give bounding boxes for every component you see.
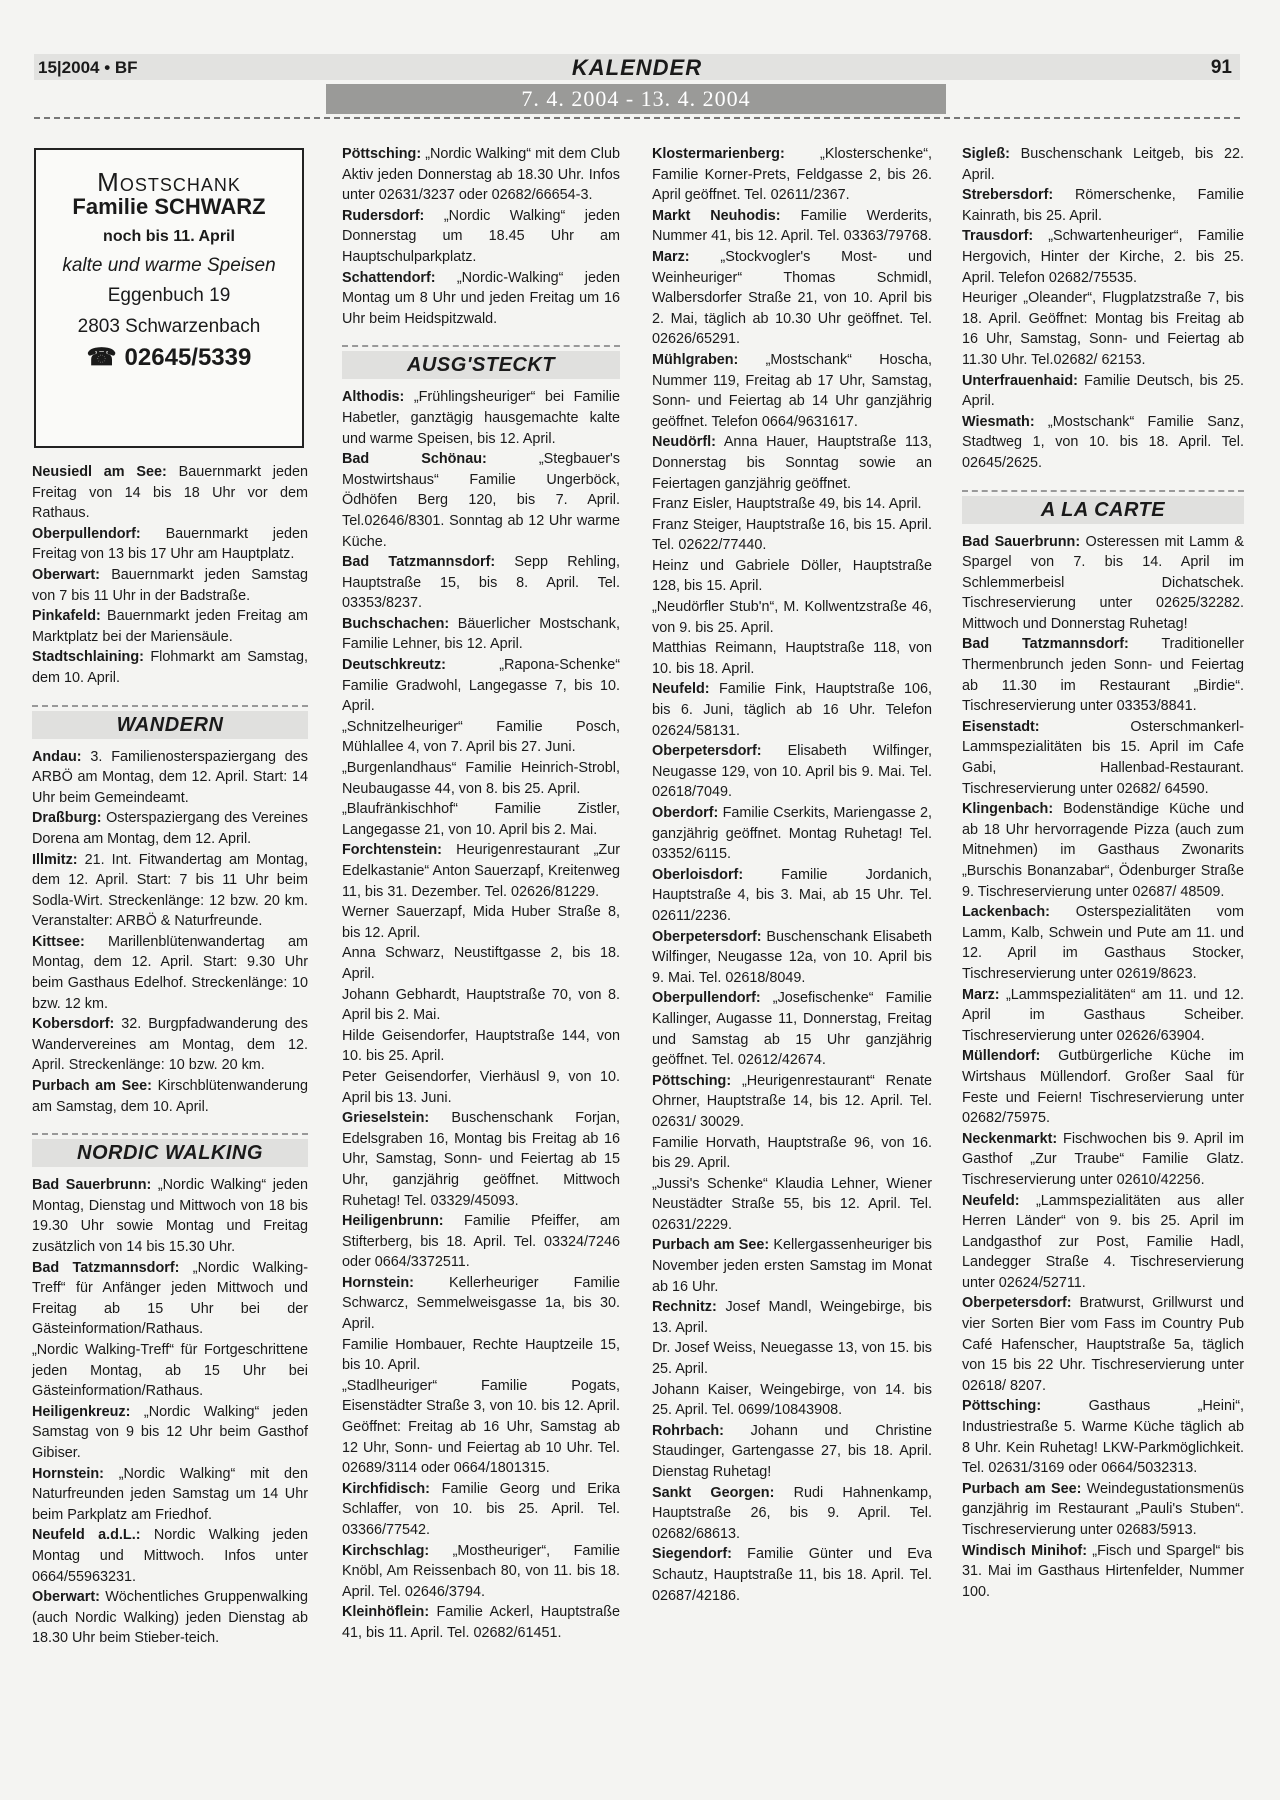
- entry-place: Kittsee:: [32, 933, 85, 950]
- entry-text: Bauernmarkt jeden Samstag von 7 bis 11 Uhr in der Badstraße.: [32, 566, 308, 604]
- calendar-entry: [342, 1026, 620, 1067]
- entry-place: Neufeld:: [962, 1192, 1020, 1209]
- calendar-entry: [342, 268, 620, 330]
- entry-text: Bratwurst, Grillwurst und vier Sorten Bier vom Fass im Country Pub Café Hafenscher, Hauptstraße 5a, täglich von 15 bis 22 Uhr. Tischreservierung unter 02618/ 8207.: [962, 1295, 1244, 1394]
- entry-text: Familie Fink, Hauptstraße 106, bis 6. Juni, täglich ab 16 Uhr. Telefon 02624/58131.: [652, 681, 932, 739]
- calendar-entry: [32, 1402, 308, 1464]
- entry-place: Grieselstein:: [342, 1110, 430, 1127]
- entry-text: Familie Jordanich, Hauptstraße 4, bis 3. Mai, ab 15 Uhr. Tel. 02611/2236.: [652, 866, 932, 924]
- calendar-entry: [652, 679, 932, 741]
- entry-text: „Stegbauer's Mostwirtshaus“ Familie Ungerböck, Ödhöfen Berg 120, bis 7. April. Tel.02646/8301. Sonntag ab 12 Uhr warme Küche.: [342, 451, 620, 550]
- entry-place: Wiesmath:: [962, 413, 1035, 430]
- calendar-entry: [962, 1293, 1244, 1396]
- ad-line-1: Mostschank: [97, 167, 241, 197]
- entry-text: „Rapona-Schenke“ Familie Gradwohl, Langegasse 7, bis 10. April.: [342, 657, 620, 715]
- calendar-entry: [342, 799, 620, 840]
- entry-place: Oberwart:: [32, 566, 100, 583]
- entry-text: Franz Eisler, Hauptstraße 49, bis 14. April.: [652, 496, 922, 513]
- entry-text: Dr. Josef Weiss, Neuegasse 13, von 15. bis 25. April.: [652, 1340, 932, 1378]
- calendar-entry: [652, 494, 932, 515]
- calendar-entry: [32, 1076, 308, 1117]
- entry-text: Gasthaus „Heini“, Industriestraße 5. Warme Küche täglich ab 8 Uhr. Kein Ruhetag! LKW-Parkmöglichkeit. Tel. 02631/3169 oder 0664/5032313.: [962, 1398, 1244, 1477]
- date-range: 7. 4. 2004 - 13. 4. 2004: [326, 84, 946, 114]
- markets-list: [32, 462, 308, 689]
- entry-place: Andau:: [32, 748, 82, 765]
- entry-text: Elisabeth Wilfinger, Neugasse 129, von 10. April bis 9. Mai. Tel. 02618/7049.: [652, 743, 932, 801]
- entry-place: Purbach am See:: [652, 1237, 770, 1254]
- calendar-entry: [32, 524, 308, 565]
- advert-box: [34, 148, 304, 448]
- telephone-icon: ☎: [86, 343, 117, 371]
- entry-text: „Nordic Walking“ mit den Naturfreunden jeden Samstag um 14 Uhr beim Parkplatz am Friedhof.: [32, 1465, 308, 1523]
- entry-place: Pinkafeld:: [32, 608, 101, 625]
- entry-text: Osterspaziergang des Vereines Dorena am Montag, dem 12. April.: [32, 810, 308, 847]
- calendar-entry: [342, 1541, 620, 1603]
- entry-text: Anna Hauer, Hauptstraße 113, Donnerstag bis Sonntag sowie an Feiertagen ganzjährig geöffnet.: [652, 434, 932, 492]
- entry-text: „Lammspezialitäten“ am 11. und 12. April im Gasthaus Scheiber. Tischreservierung unter 02626/63904.: [962, 986, 1244, 1044]
- entry-place: Bad Tatzmannsdorf:: [342, 554, 496, 571]
- entry-place: Eisenstadt:: [962, 718, 1040, 735]
- calendar-entry: [652, 597, 932, 638]
- entry-text: „Mostheuriger“, Familie Knöbl, Am Reissenbach 80, von 11. bis 18. April. Tel. 02646/3794.: [342, 1542, 620, 1600]
- calendar-entry: [32, 647, 308, 688]
- ad-line-4: kalte und warme Speisen: [62, 254, 276, 276]
- entry-place: Marz:: [962, 986, 1000, 1003]
- entry-text: „Nordic Walking“ jeden Donnerstag um 18.45 Uhr am Hauptschulparkplatz.: [342, 207, 620, 265]
- entry-text: 21. Int. Fitwandertag am Montag, dem 12. April. Start: 7 bis 11 Uhr beim Sodla-Wirt. Streckenlänge: 12 bzw. 20 km. Veranstalter: ARBÖ & Naturfreunde.: [32, 851, 308, 930]
- entry-place: Pöttsching:: [652, 1072, 732, 1089]
- entry-text: Buschenschank Forjan, Edelsgraben 16, Montag bis Freitag ab 16 Uhr, Samstag, Sonn- und Feiertag ab 15 Uhr, ganzjährig geöffnet. Mittwoch Ruhetag! Tel. 03329/45093.: [342, 1110, 620, 1209]
- entry-place: Klingenbach:: [962, 801, 1054, 818]
- entry-place: Klostermarienberg:: [652, 146, 785, 162]
- calendar-entry: [342, 840, 620, 902]
- entry-place: Stadtschlaining:: [32, 649, 144, 666]
- entry-text: Johann Gebhardt, Hauptstraße 70, von 8. April bis 2. Mai.: [342, 986, 620, 1024]
- entry-place: Sankt Georgen:: [652, 1484, 775, 1501]
- entry-place: Althodis:: [342, 389, 405, 406]
- calendar-entry: [32, 932, 308, 1014]
- entry-text: Familie Günter und Eva Schautz, Hauptstraße 11, bis 18. April. Tel. 02687/42186.: [652, 1546, 932, 1604]
- calendar-entry: [342, 902, 620, 943]
- entry-place: Kleinhöflein:: [342, 1604, 430, 1621]
- entry-text: Familie Deutsch, bis 25. April.: [962, 372, 1244, 410]
- calendar-entry: [962, 371, 1244, 412]
- entry-text: Peter Geisendorfer, Vierhäusl 9, von 10. April bis 13. Juni.: [342, 1068, 620, 1106]
- entry-place: Unterfrauenhaid:: [962, 372, 1078, 389]
- entry-text: Johann und Christine Staudinger, Gartengasse 27, bis 18. April. Dienstag Ruhetag!: [652, 1422, 932, 1480]
- entry-text: Kirschblütenwanderung am Samstag, dem 10. April.: [32, 1078, 308, 1115]
- entry-place: Bad Sauerbrunn:: [32, 1177, 152, 1194]
- entry-place: Pöttsching:: [342, 146, 422, 162]
- calendar-entry: [962, 902, 1244, 984]
- calendar-entry: [342, 1211, 620, 1273]
- calendar-entry: [652, 350, 932, 432]
- entry-place: Marz:: [652, 248, 690, 265]
- calendar-entry: [652, 556, 932, 597]
- entry-text: Matthias Reimann, Hauptstraße 118, von 10. bis 18. April.: [652, 640, 932, 677]
- entry-text: Osteressen mit Lamm & Spargel von 7. bis 14. April im Schlemmerbeisl Dichatschek. Tischreservierung unter 02625/32282. Mittwoch und Donnerstag Ruhetag!: [962, 533, 1245, 632]
- nordic-continued-list: [342, 144, 620, 329]
- calendar-entry: [32, 462, 308, 524]
- entry-place: Oberloisdorf:: [652, 866, 744, 883]
- calendar-entry: [342, 1335, 620, 1376]
- entry-text: 32. Burgpfadwanderung des Wandervereines am Montag, dem 12. April. Streckenlänge: 10 bzw. 20 km.: [32, 1016, 308, 1074]
- entry-text: Familie Horvath, Hauptstraße 96, von 16. bis 29. April.: [652, 1134, 932, 1172]
- entry-text: Heuriger „Oleander“, Flugplatzstraße 7, bis 18. April. Geöffnet: Montag bis Freitag ab 16 Uhr, Samstag, Sonn- und Feiertag ab 11.30 Uhr. Tel.02682/ 62153.: [962, 290, 1244, 368]
- calendar-entry: [652, 1297, 932, 1338]
- section-title-ausgsteckt: AUSG'STECKT: [342, 351, 620, 379]
- calendar-entry: [652, 803, 932, 865]
- entry-text: „Nordic Walking-Treff“ für Anfänger jeden Mittwoch und Freitag ab 15 Uhr bei der Gästeinformation/Rathaus.: [32, 1259, 308, 1338]
- entry-text: Nordic Walking jeden Montag und Mittwoch. Infos unter 0664/55963231.: [32, 1527, 309, 1585]
- calendar-entry: [652, 927, 932, 989]
- calendar-entry: [652, 1133, 932, 1174]
- entry-text: Familie Ackerl, Hauptstraße 41, bis 11. April. Tel. 02682/61451.: [342, 1604, 620, 1641]
- section-ausgsteckt: [342, 345, 620, 379]
- calendar-entry: [962, 1541, 1244, 1603]
- ad-line-2: Familie SCHWARZ: [72, 193, 266, 219]
- entry-text: Sepp Rehling, Hauptstraße 15, bis 8. April. Tel. 03353/8237.: [342, 554, 621, 612]
- entry-place: Neusiedl am See:: [32, 464, 167, 480]
- calendar-entry: [342, 1479, 620, 1541]
- calendar-entry: [342, 144, 620, 206]
- calendar-entry: [652, 865, 932, 927]
- calendar-entry: [962, 799, 1244, 902]
- entry-text: „Schwartenheuriger“, Familie Hergovich, Hinter der Kirche, 2. bis 25. April. Telefon 02682/75535.: [962, 228, 1244, 286]
- entry-place: Oberpetersdorf:: [652, 928, 762, 945]
- entry-text: Kellergassenheuriger bis November jeden ersten Samstag im Monat ab 16 Uhr.: [652, 1237, 932, 1295]
- page-title: KALENDER: [571, 55, 703, 80]
- entry-text: „Mostschank“ Hoscha, Nummer 119, Freitag ab 17 Uhr, Samstag, Sonn- und Feiertag ab 14 Uhr ganzjährig geöffnet. Telefon 0664/9631617.: [652, 351, 932, 430]
- entry-place: Schattendorf:: [342, 269, 436, 286]
- calendar-entry: [32, 606, 308, 647]
- entry-text: Bauernmarkt jeden Freitag von 14 bis 18 Uhr vor dem Rathaus.: [32, 464, 308, 522]
- entry-text: Familie Cserkits, Mariengasse 2, ganzjährig geöffnet. Montag Ruhetag! Tel. 03352/6115.: [652, 805, 932, 863]
- entry-place: Draßburg:: [32, 810, 102, 827]
- entry-place: Purbach am See:: [962, 1480, 1082, 1497]
- entry-place: Oberpetersdorf:: [652, 743, 762, 760]
- ausgsteckt-end-list: [962, 144, 1244, 474]
- entry-place: Heiligenbrunn:: [342, 1213, 444, 1230]
- calendar-entry: [652, 432, 932, 494]
- entry-text: Familie Werderits, Nummer 41, bis 12. April. Tel. 03363/79768.: [652, 207, 932, 245]
- entry-place: Heiligenkreuz:: [32, 1403, 131, 1420]
- entry-text: Heinz und Gabriele Döller, Hauptstraße 128, bis 15. April.: [652, 557, 932, 595]
- calendar-entry: [962, 532, 1244, 635]
- calendar-entry: [652, 515, 932, 556]
- section-alacarte: [962, 490, 1244, 524]
- section-rule: [962, 490, 1244, 492]
- entry-place: Strebersdorf:: [962, 187, 1054, 204]
- column-1: [32, 142, 308, 1649]
- calendar-entry: [962, 288, 1244, 370]
- calendar-entry: [342, 943, 620, 984]
- section-title-nordic: NORDIC WALKING: [32, 1139, 308, 1167]
- entry-text: „Stadlheuriger“ Familie Pogats, Eisenstädter Straße 3, von 10. bis 12. April. Geöffnet: Freitag ab 16 Uhr, Samstag ab 12 Uhr, Sonn- und Feiertag ab 10 Uhr. Tel. 02689/3114 oder 0664/1801315.: [342, 1377, 620, 1477]
- calendar-entry: [342, 449, 620, 552]
- column-2: [342, 144, 620, 1644]
- calendar-entry: [342, 985, 620, 1026]
- entry-text: „Lammspezialitäten aus aller Herren Länder“ von 9. bis 25. April im Landgasthof zur Post, Familie Hadl, Landegger Straße 4. Tischreservierung unter 02624/52711.: [962, 1192, 1244, 1291]
- entry-text: Fischwochen bis 9. April im Gasthof „Zur Traube“ Familie Glatz. Tischreservierung unter 02610/42256.: [962, 1130, 1244, 1188]
- calendar-entry: [342, 655, 620, 717]
- entry-text: Traditioneller Thermenbrunch jeden Sonn- und Feiertag ab 11.30 im Restaurant „Birdie“. Tischreservierung unter 03353/8841.: [962, 636, 1244, 715]
- entry-text: „Fisch und Spargel“ bis 31. Mai im Gasthaus Hirtenfelder, Nummer 100.: [962, 1542, 1244, 1600]
- calendar-entry: [342, 717, 620, 758]
- calendar-entry: [652, 1544, 932, 1606]
- calendar-entry: [342, 1108, 620, 1211]
- entry-text: „Schnitzelheuriger“ Familie Posch, Mühlallee 4, von 7. April bis 27. Juni.: [342, 718, 620, 756]
- wandern-list: [32, 747, 308, 1118]
- entry-place: Oberpetersdorf:: [962, 1295, 1072, 1312]
- calendar-entry: [32, 1525, 308, 1587]
- calendar-entry: [962, 412, 1244, 474]
- ad-phone-number: 02645/5339: [124, 343, 252, 371]
- entry-place: Rechnitz:: [652, 1299, 717, 1316]
- calendar-entry: [342, 1067, 620, 1108]
- entry-place: Kobersdorf:: [32, 1016, 115, 1033]
- entry-place: Oberwart:: [32, 1589, 100, 1606]
- entry-place: Buchschachen:: [342, 615, 450, 632]
- calendar-entry: [962, 634, 1244, 716]
- entry-text: Römerschenke, Familie Kainrath, bis 25. April.: [962, 187, 1244, 224]
- entry-text: „Neudörfler Stub'n“, M. Kollwentzstraße 46, von 9. bis 25. April.: [652, 599, 932, 636]
- entry-place: Forchtenstein:: [342, 842, 442, 859]
- calendar-entry: [342, 387, 620, 449]
- calendar-entry: [342, 206, 620, 268]
- entry-place: Bad Sauerbrunn:: [962, 533, 1081, 550]
- entry-text: Kellerheuriger Familie Schwarcz, Semmelweisgasse 1a, bis 30. April.: [342, 1274, 620, 1333]
- entry-text: Bauernmarkt jeden Freitag am Marktplatz bei der Mariensäule.: [32, 608, 308, 645]
- calendar-entry: [32, 1340, 308, 1402]
- entry-text: Rudi Hahnenkamp, Hauptstraße 26, bis 9. April. Tel. 02682/68613.: [652, 1484, 932, 1542]
- section-rule: [342, 345, 620, 347]
- ad-line-5: Eggenbuch 19: [107, 285, 231, 307]
- calendar-entry: [962, 1396, 1244, 1478]
- entry-place: Kirchfidisch:: [342, 1480, 430, 1497]
- entry-place: Illmitz:: [32, 851, 78, 868]
- section-title-alacarte: A LA CARTE: [962, 496, 1244, 524]
- entry-text: Familie Georg und Erika Schlaffer, von 10. bis 25. April. Tel. 03366/77542.: [342, 1480, 620, 1538]
- entry-place: Lackenbach:: [962, 904, 1050, 921]
- entry-text: „Klosterschenke“, Familie Korner-Prets, Feldgasse 2, bis 26. April geöffnet. Tel. 02611/2367.: [652, 146, 932, 204]
- calendar-entry: [32, 1587, 308, 1649]
- entry-text: Osterspezialitäten vom Lamm, Kalb, Schwein und Pute am 11. und 12. April im Gasthaus Stocker, Tischreservierung unter 02619/8623.: [962, 904, 1244, 982]
- entry-text: Marillenblütenwandertag am Montag, dem 12. April. Start: 9.30 Uhr beim Gasthaus Edelhof. Streckenlänge: 10 bzw. 12 km.: [32, 933, 308, 1012]
- entry-text: Gutbürgerliche Küche im Wirtshaus Müllendorf. Großer Saal für Feste und Feiern! Tischreservierung unter 02682/75975.: [962, 1048, 1244, 1127]
- calendar-entry: [32, 1464, 308, 1526]
- entry-place: Mühlgraben:: [652, 351, 739, 368]
- entry-place: Markt Neuhodis:: [652, 207, 781, 224]
- calendar-entry: [32, 565, 308, 606]
- entry-text: Werner Sauerzapf, Mida Huber Straße 8, bis 12. April.: [342, 904, 620, 941]
- entry-text: Bauernmarkt jeden Freitag von 13 bis 17 Uhr am Hauptplatz.: [32, 525, 308, 563]
- entry-text: „Nordic Walking“ jeden Samstag von 9 bis 12 Uhr beim Gasthof Gibiser.: [32, 1403, 308, 1461]
- entry-text: Buschenschank Elisabeth Wilfinger, Neugasse 12a, von 10. April bis 9. Mai. Tel. 02618/8049.: [652, 928, 932, 986]
- entry-text: „Burgenlandhaus“ Familie Heinrich-Strobl, Neubaugasse 44, von 8. bis 25. April.: [342, 760, 620, 797]
- entry-place: Siegendorf:: [652, 1546, 732, 1563]
- entry-place: Bad Tatzmannsdorf:: [962, 636, 1129, 653]
- entry-place: Purbach am See:: [32, 1078, 152, 1095]
- calendar-entry: [32, 1175, 308, 1257]
- entry-text: Josef Mandl, Weingebirge, bis 13. April.: [652, 1299, 932, 1336]
- entry-place: Bad Schönau:: [342, 451, 487, 468]
- entry-text: „Blaufränkischhof“ Familie Zistler, Langegasse 21, von 10. April bis 2. Mai.: [342, 801, 620, 838]
- ad-phone: [36, 343, 302, 371]
- entry-text: Wöchentliches Gruppenwalking (auch Nordic Walking) jeden Dienstag ab 18.30 Uhr beim Stieber-teich.: [32, 1589, 308, 1647]
- entry-text: „Nordic Walking-Treff“ für Fortgeschrittene jeden Montag, ab 15 Uhr bei Gästeinformation/Rathaus.: [32, 1341, 308, 1400]
- page-header: [34, 54, 1240, 80]
- section-rule: [32, 705, 308, 707]
- section-title-wandern: WANDERN: [32, 711, 308, 739]
- entry-text: „Frühlingsheuriger“ bei Familie Habetler, ganztägig hausgemachte kalte und warme Speisen, bis 12. April.: [342, 389, 620, 447]
- entry-text: Flohmarkt am Samstag, dem 10. April.: [32, 649, 308, 686]
- calendar-entry: [342, 758, 620, 799]
- nordic-list: [32, 1175, 308, 1649]
- entry-text: „Stockvogler's Most- und Weinheuriger“ Thomas Schmidl, Walbersdorfer Straße 21, von 10. April bis 2. Mai, täglich ab 10.30 Uhr geöffnet. Tel. 02626/65291.: [652, 248, 932, 348]
- calendar-entry: [32, 808, 308, 849]
- calendar-entry: [342, 552, 620, 614]
- entry-text: Bäuerlicher Mostschank, Familie Lehner, bis 12. April.: [342, 615, 620, 653]
- entry-place: Neufeld a.d.L.:: [32, 1527, 141, 1544]
- entry-place: Bad Tatzmannsdorf:: [32, 1259, 180, 1276]
- entry-text: Familie Hombauer, Rechte Hauptzeile 15, bis 10. April.: [342, 1336, 620, 1374]
- calendar-entry: [652, 1174, 932, 1236]
- entry-text: „Josefischenke“ Familie Kallinger, Augasse 11, Donnerstag, Freitag und Samstag ab 15 Uhr ganzjährig geöffnet. Tel. 02612/42674.: [652, 990, 932, 1069]
- entry-text: 3. Familienosterspaziergang des ARBÖ am Montag, dem 12. April. Start: 14 Uhr beim Gemeindeamt.: [32, 748, 308, 806]
- ad-line-3: noch bis 11. April: [103, 228, 235, 246]
- entry-text: „Heurigenrestaurant“ Renate Ohrner, Hauptstraße 14, bis 12. April. Tel. 02631/ 30029.: [652, 1072, 932, 1130]
- entry-text: „Nordic-Walking“ jeden Montag um 8 Uhr und jeden Freitag um 16 Uhr beim Heidspitzwald.: [342, 269, 620, 327]
- entry-text: Franz Steiger, Hauptstraße 16, bis 15. April. Tel. 02622/77440.: [652, 516, 932, 554]
- entry-place: Hornstein:: [32, 1465, 104, 1482]
- entry-text: „Mostschank“ Familie Sanz, Stadtweg 1, von 10. bis 18. April. Tel. 02645/2625.: [962, 413, 1244, 471]
- calendar-entry: [652, 638, 932, 679]
- entry-text: Johann Kaiser, Weingebirge, von 14. bis 25. April. Tel. 0699/10843908.: [652, 1381, 932, 1419]
- section-nordic: [32, 1133, 308, 1167]
- entry-place: Oberdorf:: [652, 805, 719, 821]
- header-divider: [34, 117, 1240, 119]
- entry-text: Weindegustationsmenüs ganzjährig im Restaurant „Pauli's Stuben“. Tischreservierung unter 02683/5913.: [962, 1480, 1244, 1538]
- calendar-entry: [342, 1602, 620, 1643]
- calendar-entry: [32, 1014, 308, 1076]
- calendar-entry: [652, 1380, 932, 1421]
- calendar-entry: [962, 226, 1244, 288]
- entry-place: Neufeld:: [652, 681, 710, 698]
- column-3: [652, 144, 932, 1606]
- calendar-entry: [962, 1046, 1244, 1128]
- calendar-entry: [962, 717, 1244, 799]
- calendar-entry: [962, 144, 1244, 185]
- entry-place: Müllendorf:: [962, 1048, 1041, 1065]
- entry-text: Familie Pfeiffer, am Stifterberg, bis 18. April. Tel. 03324/7246 oder 0664/3372511.: [342, 1213, 620, 1271]
- section-rule: [32, 1133, 308, 1135]
- calendar-entry: [32, 747, 308, 809]
- entry-text: Anna Schwarz, Neustiftgasse 2, bis 18. April.: [342, 945, 620, 982]
- issue-label: 15|2004 • BF: [38, 58, 138, 77]
- entry-place: Windisch Minihof:: [962, 1542, 1088, 1559]
- calendar-entry: [652, 1483, 932, 1545]
- calendar-entry: [962, 985, 1244, 1047]
- entry-text: Bodenständige Küche und ab 18 Uhr hervorragende Pizza (auch zum Mitnehmen) im Gasthaus Zwonarits „Burschis Bonanzabar“, Ödenburger Straße 9. Tischreservierung unter 02687/ 48509.: [962, 801, 1244, 900]
- ausgsteckt-list: [342, 387, 620, 1643]
- entry-place: Pöttsching:: [962, 1398, 1042, 1415]
- alacarte-list: [962, 532, 1244, 1603]
- calendar-entry: [962, 1191, 1244, 1294]
- calendar-entry: [962, 1129, 1244, 1191]
- entry-place: Neudörfl:: [652, 434, 716, 451]
- entry-text: „Nordic Walking“ jeden Montag, Dienstag und Mittwoch von 18 bis 19.30 Uhr sowie Montag und Freitag zusätzlich von 14 bis 15.30 Uhr.: [32, 1177, 308, 1255]
- entry-place: Oberpullendorf:: [32, 525, 141, 542]
- calendar-entry: [962, 1479, 1244, 1541]
- entry-place: Kirchschlag:: [342, 1542, 430, 1559]
- entry-place: Neckenmarkt:: [962, 1130, 1058, 1147]
- calendar-entry: [652, 206, 932, 247]
- entry-place: Oberpullendorf:: [652, 990, 761, 1007]
- calendar-entry: [652, 988, 932, 1070]
- calendar-entry: [32, 1258, 308, 1340]
- entry-place: Rudersdorf:: [342, 207, 425, 224]
- page-number: 91: [1210, 57, 1232, 78]
- calendar-entry: [652, 247, 932, 350]
- entry-text: „Jussi's Schenke“ Klaudia Lehner, Wiener Neustädter Straße 55, bis 12. April. Tel. 02631/2229.: [652, 1175, 932, 1233]
- calendar-entry: [652, 1071, 932, 1133]
- entry-text: Hilde Geisendorfer, Hauptstraße 144, von 10. bis 25. April.: [342, 1027, 620, 1065]
- calendar-entry: [652, 1421, 932, 1483]
- calendar-entry: [652, 1338, 932, 1379]
- entry-text: Heurigenrestaurant „Zur Edelkastanie“ Anton Sauerzapf, Kreitenweg 11, bis 31. Dezember. Tel. 02626/81229.: [342, 842, 620, 900]
- entry-place: Trausdorf:: [962, 228, 1034, 245]
- calendar-entry: [342, 1376, 620, 1479]
- column-4: [962, 144, 1244, 1602]
- calendar-entry: [652, 741, 932, 803]
- calendar-entry: [342, 614, 620, 655]
- entry-text: Buschenschank Leitgeb, bis 22. April.: [962, 146, 1244, 183]
- entry-place: Hornstein:: [342, 1274, 414, 1291]
- section-wandern: [32, 705, 308, 739]
- calendar-entry: [32, 850, 308, 932]
- entry-place: Sigleß:: [962, 146, 1010, 162]
- entry-text: Osterschmankerl-Lammspezialitäten bis 15. April im Cafe Gabi, Hallenbad-Restaurant. Tischreservierung unter 02682/ 64590.: [962, 718, 1244, 797]
- calendar-entry: [342, 1273, 620, 1335]
- calendar-entry: [652, 144, 932, 206]
- ausgsteckt-continued-list: [652, 144, 932, 1606]
- entry-place: Deutschkreutz:: [342, 657, 446, 674]
- calendar-entry: [962, 185, 1244, 226]
- entry-place: Rohrbach:: [652, 1422, 724, 1439]
- ad-line-6: 2803 Schwarzenbach: [77, 315, 261, 337]
- entry-text: „Nordic Walking“ mit dem Club Aktiv jeden Donnerstag ab 18.30 Uhr. Infos unter 02631/3237 oder 02682/66654-3.: [342, 146, 620, 204]
- calendar-entry: [652, 1235, 932, 1297]
